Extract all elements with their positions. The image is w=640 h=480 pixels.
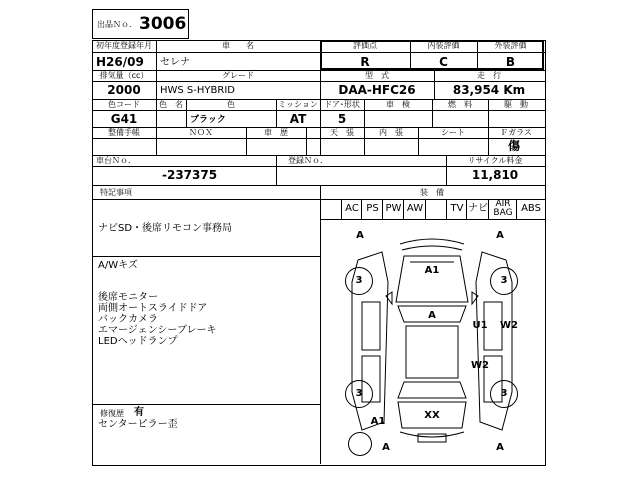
notes-header: 特記事項 xyxy=(100,188,132,197)
mileage-label: 走 行 xyxy=(477,71,501,80)
fuel-label: 燃 料 xyxy=(448,100,472,109)
displacement-value: 2000 xyxy=(107,83,141,97)
score-value: R xyxy=(360,55,370,69)
mileage-value: 83,954 Km xyxy=(452,83,526,97)
lot-number: 3006 xyxy=(139,14,187,34)
model-label: 型 式 xyxy=(365,71,389,80)
equip-ps: PS xyxy=(361,199,383,219)
lot-box xyxy=(92,9,189,39)
year-label: 初年度登録年月 xyxy=(96,41,152,50)
car-name-label: 車 名 xyxy=(222,41,254,50)
score-label: 評価点 xyxy=(353,41,377,50)
mark-trunk: XX xyxy=(424,410,440,421)
glass-label: Ｆガラス xyxy=(500,128,532,137)
tire-rear-left: 3 xyxy=(345,380,373,408)
doors-label: ドア･形状 xyxy=(324,100,360,109)
equip-aw: AW xyxy=(403,199,426,219)
car-name-value: セレナ xyxy=(160,57,190,68)
grade-label: グレード xyxy=(222,71,254,80)
mark-door-u1: U1 xyxy=(472,320,488,331)
color-name-label: 色 名 xyxy=(159,100,183,109)
model-value: DAA-HFC26 xyxy=(338,83,416,97)
nox-label: ＮＯＸ xyxy=(189,128,213,137)
equip-blank xyxy=(425,199,447,219)
year-value: H26/09 xyxy=(96,55,144,69)
drive-label: 駆 動 xyxy=(504,100,528,109)
equip-airbag: AIR BAG xyxy=(488,199,517,219)
note-line-4: 両側オートスライドドア xyxy=(98,303,208,314)
note-line-7: LEDヘッドランプ xyxy=(98,336,178,347)
equipment-header: 装 備 xyxy=(420,188,444,197)
recycle-label: リサイクル料金 xyxy=(467,156,523,165)
mark-rear-left: A xyxy=(382,442,390,453)
note-line-6: エマージェンシーブレーキ xyxy=(98,325,217,336)
exterior-label: 外装評価 xyxy=(494,41,527,50)
transmission-label: ミッション xyxy=(278,100,318,109)
chassis-label: 車台Ｎｏ． xyxy=(96,156,136,165)
mark-front-right: A xyxy=(496,230,504,241)
mark-slide-w2: W2 xyxy=(471,360,489,371)
color-code-value: G41 xyxy=(110,112,138,126)
equip-ac: AC xyxy=(341,199,362,219)
repair-value: 有 xyxy=(134,407,144,418)
displacement-label: 排気量（cc） xyxy=(99,71,149,80)
color-label: 色 xyxy=(227,100,235,109)
note-line-5: バックカメラ xyxy=(98,314,158,325)
spare-tire-circle xyxy=(348,432,372,456)
recycle-value: 11,810 xyxy=(471,168,519,182)
equip-pw: PW xyxy=(382,199,404,219)
mark-hood: A1 xyxy=(424,265,440,276)
repair-note: センターピラー歪 xyxy=(98,419,178,430)
inspection-label: 車 検 xyxy=(386,100,410,109)
transmission-value: AT xyxy=(289,112,307,126)
doors-value: 5 xyxy=(337,112,347,126)
equip-abs: ABS xyxy=(516,199,545,219)
tire-rear-right: 3 xyxy=(490,380,518,408)
mark-rear-a1: A1 xyxy=(370,416,386,427)
tire-front-right: 3 xyxy=(490,267,518,295)
car-diagram xyxy=(322,222,542,462)
mark-door-w2: W2 xyxy=(500,320,518,331)
sunroof-label: 天 張 xyxy=(330,128,354,137)
color-name-value: ブラック xyxy=(190,115,226,125)
interior-trim-label: 内 張 xyxy=(379,128,403,137)
lot-label: 出品Ｎｏ． xyxy=(97,20,137,29)
tire-front-left: 3 xyxy=(345,267,373,295)
equip-navi: ナビ xyxy=(466,199,489,219)
registration-label: 登録Ｎｏ． xyxy=(288,156,328,165)
grade-value: HWS S-HYBRID xyxy=(160,85,235,96)
manual-label: 整備手帳 xyxy=(108,128,140,137)
note-line-1: ナビSD・後席リモコン事務局 xyxy=(98,223,233,234)
mark-front-left: A xyxy=(356,230,364,241)
mark-rear-right: A xyxy=(496,442,504,453)
history-label: 車 歴 xyxy=(264,128,288,137)
exterior-value: B xyxy=(505,55,516,69)
interior-label: 内装評価 xyxy=(427,41,460,50)
equip-tv: TV xyxy=(446,199,467,219)
color-code-label: 色コード xyxy=(108,100,140,109)
note-line-3: 後席モニター xyxy=(98,292,158,303)
seat-label: シート xyxy=(441,128,465,137)
mark-roof: A xyxy=(428,310,436,321)
glass-value: 傷 xyxy=(508,139,521,153)
chassis-value: -237375 xyxy=(162,168,218,182)
note-line-2: A/Wキズ xyxy=(98,260,138,271)
repair-label: 修復歴 xyxy=(100,409,124,418)
interior-value: C xyxy=(439,55,448,69)
